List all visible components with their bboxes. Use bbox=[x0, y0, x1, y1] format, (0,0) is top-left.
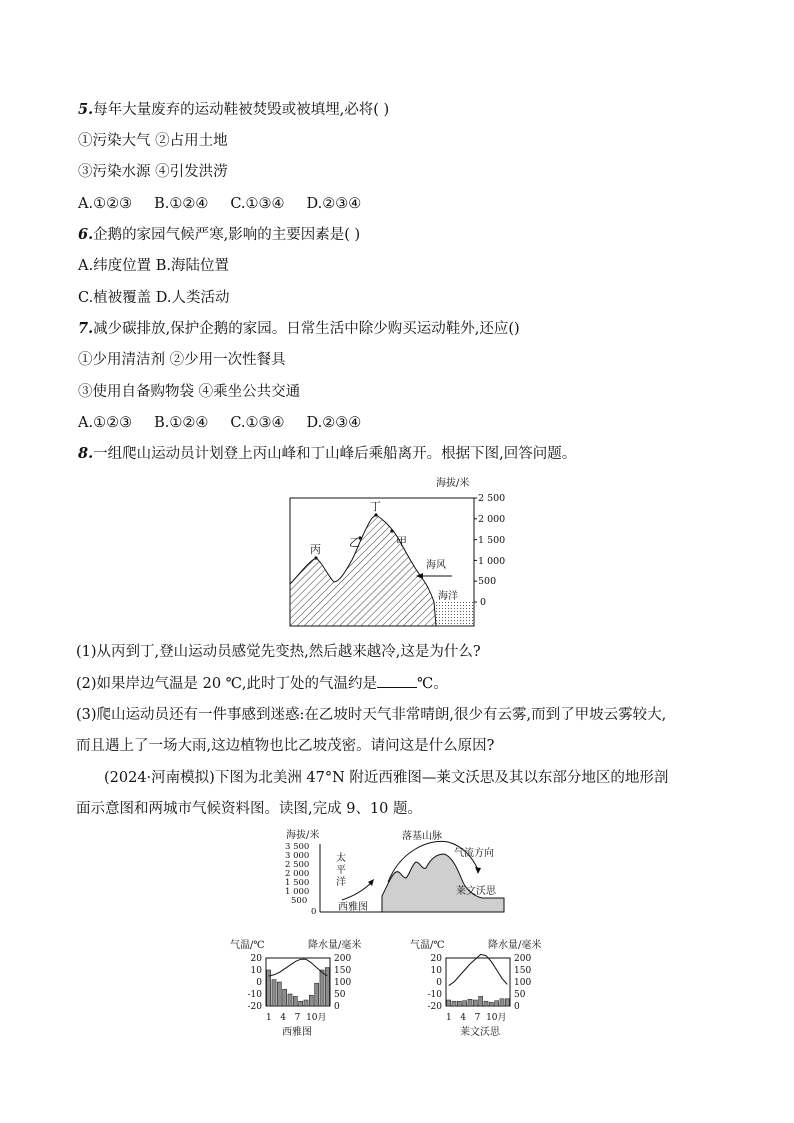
label-ocean: 海洋 bbox=[438, 591, 458, 602]
q8-sub1: (1)从丙到丁,登山运动员感觉先变热,然后越来越冷,这是为什么? bbox=[76, 644, 481, 660]
fig1-tick-2000: 2 000 bbox=[478, 514, 506, 525]
leavenworth-precip-label: 降水量/毫米 bbox=[488, 940, 542, 951]
fig1-tick-1500: 1 500 bbox=[478, 535, 506, 546]
seattle-temp-label: 气温/℃ bbox=[230, 940, 265, 951]
fig2-tick-500: 500 bbox=[291, 896, 308, 906]
fig2-tick-1500: 1 500 bbox=[285, 878, 310, 888]
fig1-tick-1000: 1 000 bbox=[478, 556, 506, 567]
pacific-label-3: 洋 bbox=[336, 877, 346, 888]
q5-option-b[interactable]: B.①②④ bbox=[154, 196, 209, 212]
q6-stem: 6.企鹅的家园气候严寒,影响的主要因素是( ) bbox=[78, 226, 361, 243]
fig2-tick-3500: 3 500 bbox=[285, 842, 310, 852]
q5-choices-line2: ③污染水源 ④引发洪涝 bbox=[78, 164, 228, 180]
seattle-temp-tick-10: 10 bbox=[250, 966, 262, 976]
seattle-precip-tick-50: 50 bbox=[334, 990, 346, 1000]
pacific-label-2: 平 bbox=[336, 865, 346, 876]
precip-bar-month-11 bbox=[320, 970, 324, 1006]
q7-option-c[interactable]: C.①③④ bbox=[230, 415, 285, 431]
label-yi: 乙 bbox=[349, 536, 360, 549]
leavenworth-month-label: 1 4 7 10月 bbox=[446, 1013, 507, 1023]
fig1-tick-2500: 2 500 bbox=[478, 493, 506, 504]
q5-option-d[interactable]: D.②③④ bbox=[306, 196, 362, 212]
fig2-tick-2000: 2 000 bbox=[285, 869, 310, 879]
precip-bar-month-8 bbox=[304, 1000, 308, 1006]
precip-bar-month-3 bbox=[457, 1001, 461, 1006]
terrain-shape bbox=[382, 854, 504, 912]
precip-bar-month-4 bbox=[283, 989, 287, 1006]
fig1-tick-0: 0 bbox=[480, 597, 487, 608]
precip-bar-month-6 bbox=[473, 1000, 477, 1006]
leavenworth-temp-tick-20: 20 bbox=[430, 954, 442, 964]
precip-bar-month-2 bbox=[272, 980, 276, 1006]
q8-sub3-line2: 而且遇上了一场大雨,这边植物也比乙坡茂密。请问这是什么原因? bbox=[76, 738, 495, 754]
seattle-temp-tick-20: 20 bbox=[250, 954, 262, 964]
seattle-climate-chart bbox=[226, 936, 376, 1046]
mountain-terrain bbox=[290, 515, 436, 626]
leavenworth-precip-tick-200: 200 bbox=[514, 954, 532, 964]
q5-options bbox=[78, 194, 383, 214]
label-bing: 丙 bbox=[310, 543, 321, 556]
precip-bar-month-7 bbox=[479, 996, 483, 1006]
precip-bar-month-12 bbox=[505, 999, 509, 1006]
q7-number: 7. bbox=[78, 320, 94, 337]
label-ding: 丁 bbox=[370, 500, 381, 513]
leavenworth-chart-name: 莱文沃思 bbox=[460, 1027, 500, 1038]
q6-options-line1[interactable]: A.纬度位置 B.海陆位置 bbox=[78, 258, 229, 274]
pacific-label-1: 太 bbox=[336, 853, 346, 864]
q5-option-c[interactable]: C.①③④ bbox=[230, 196, 285, 212]
precip-bar-month-5 bbox=[468, 999, 472, 1006]
leavenworth-precip-bars bbox=[447, 996, 510, 1006]
q8-answer-blank[interactable] bbox=[377, 673, 417, 688]
precip-bar-month-8 bbox=[484, 1001, 488, 1006]
label-jia: 甲 bbox=[396, 535, 407, 548]
fig2-tick-0: 0 bbox=[311, 907, 317, 917]
leavenworth-temp-tick-m10: -10 bbox=[427, 990, 442, 1000]
precip-bar-month-10 bbox=[315, 983, 319, 1006]
leavenworth-temp-line bbox=[449, 954, 508, 985]
q7-choices-line2: ③使用自备购物袋 ④乘坐公共交通 bbox=[78, 384, 301, 400]
leavenworth-temp-tick-10: 10 bbox=[430, 966, 442, 976]
fig1-tick-500: 500 bbox=[478, 576, 497, 587]
precip-bar-month-12 bbox=[325, 968, 329, 1006]
fig2-tick-2500: 2 500 bbox=[285, 860, 310, 870]
q9-10-intro-line2: 面示意图和两城市气候资料图。读图,完成 9、10 题。 bbox=[76, 801, 423, 817]
seattle-temp-tick-m10: -10 bbox=[247, 990, 262, 1000]
ocean-area bbox=[434, 602, 474, 626]
q5-number: 5. bbox=[78, 101, 94, 118]
seattle-precip-tick-0: 0 bbox=[334, 1002, 340, 1012]
seattle-precip-tick-100: 100 bbox=[334, 978, 352, 988]
seattle-temp-tick-m20: -20 bbox=[247, 1002, 262, 1012]
precip-bar-month-6 bbox=[293, 996, 297, 1006]
q8-sub3-line1: (3)爬山运动员还有一件事感到迷惑:在乙坡时天气非常晴朗,很少有云雾,而到了甲坡云雾较大, bbox=[76, 707, 667, 723]
q9-10-intro-line1: (2024·河南模拟)下图为北美洲 47°N 附近西雅图—莱文沃思及其以东部分地区的地形剖 bbox=[104, 770, 669, 786]
precip-bar-month-2 bbox=[452, 1001, 456, 1006]
q8-sub2: (2)如果岸边气温是 20 ℃,此时丁处的气温约是 ℃。 bbox=[76, 673, 448, 694]
q7-option-a[interactable]: A.①②③ bbox=[78, 415, 133, 431]
mountain-label: 落基山脉 bbox=[402, 831, 442, 842]
q5-option-a[interactable]: A.①②③ bbox=[78, 196, 133, 212]
q7-stem: 7.减少碳排放,保护企鹅的家园。日常生活中除少购买运动鞋外,还应() bbox=[78, 320, 520, 337]
precip-bar-month-1 bbox=[447, 1000, 451, 1006]
q8-number: 8. bbox=[78, 445, 94, 462]
leavenworth-precip-tick-50: 50 bbox=[514, 990, 526, 1000]
q6-options-line2[interactable]: C.植被覆盖 D.人类活动 bbox=[78, 290, 230, 306]
leavenworth-precip-tick-150: 150 bbox=[514, 966, 532, 976]
leavenworth-precip-tick-100: 100 bbox=[514, 978, 532, 988]
airflow-arrow-west bbox=[342, 882, 372, 900]
seattle-temp-line bbox=[269, 959, 328, 976]
label-sea-wind: 海风 bbox=[426, 560, 446, 571]
mountain-profile-figure bbox=[288, 472, 518, 634]
q5-choices-line1: ①污染大气 ②占用土地 bbox=[78, 133, 228, 149]
seattle-month-label: 1 4 7 10月 bbox=[266, 1013, 327, 1023]
airflow-label: 气流方向 bbox=[454, 848, 494, 859]
fig2-tick-3000: 3 000 bbox=[285, 851, 310, 861]
q5-stem: 5.每年大量废弃的运动鞋被焚毁或被填埋,必将( ) bbox=[78, 101, 390, 118]
leavenworth-temp-tick-0: 0 bbox=[436, 978, 442, 988]
precip-bar-month-5 bbox=[288, 994, 292, 1006]
leavenworth-label: 莱文沃思 bbox=[456, 886, 496, 897]
seattle-chart-name: 西雅图 bbox=[282, 1027, 312, 1038]
leavenworth-climate-chart bbox=[406, 936, 556, 1046]
precip-bar-month-9 bbox=[489, 1002, 493, 1006]
precip-bar-month-7 bbox=[299, 1001, 303, 1006]
leavenworth-temp-label: 气温/℃ bbox=[410, 940, 445, 951]
fig1-axis-title: 海拔/米 bbox=[436, 478, 470, 489]
precip-bar-month-3 bbox=[277, 982, 281, 1006]
leavenworth-temp-tick-m20: -20 bbox=[427, 1002, 442, 1012]
q7-options bbox=[78, 413, 383, 433]
q7-option-b[interactable]: B.①②④ bbox=[154, 415, 209, 431]
seattle-precip-tick-150: 150 bbox=[334, 966, 352, 976]
precip-bar-month-4 bbox=[463, 1001, 467, 1006]
seattle-precip-label: 降水量/毫米 bbox=[308, 940, 362, 951]
fig2-axis-title: 海拔/米 bbox=[286, 830, 320, 841]
q6-number: 6. bbox=[78, 226, 94, 243]
terrain-profile-figure bbox=[278, 826, 518, 918]
precip-bar-month-11 bbox=[500, 999, 504, 1006]
precip-bar-month-9 bbox=[309, 995, 313, 1006]
precip-bar-month-10 bbox=[495, 1001, 499, 1006]
fig2-tick-1000: 1 000 bbox=[285, 887, 310, 897]
seattle-temp-tick-0: 0 bbox=[256, 978, 262, 988]
q7-choices-line1: ①少用清洁剂 ②少用一次性餐具 bbox=[78, 352, 286, 368]
seattle-label: 西雅图 bbox=[338, 902, 368, 913]
q7-option-d[interactable]: D.②③④ bbox=[306, 415, 362, 431]
q8-stem: 8.一组爬山运动员计划登上丙山峰和丁山峰后乘船离开。根据下图,回答问题。 bbox=[78, 445, 577, 462]
leavenworth-precip-tick-0: 0 bbox=[514, 1002, 520, 1012]
seattle-precip-tick-200: 200 bbox=[334, 954, 352, 964]
